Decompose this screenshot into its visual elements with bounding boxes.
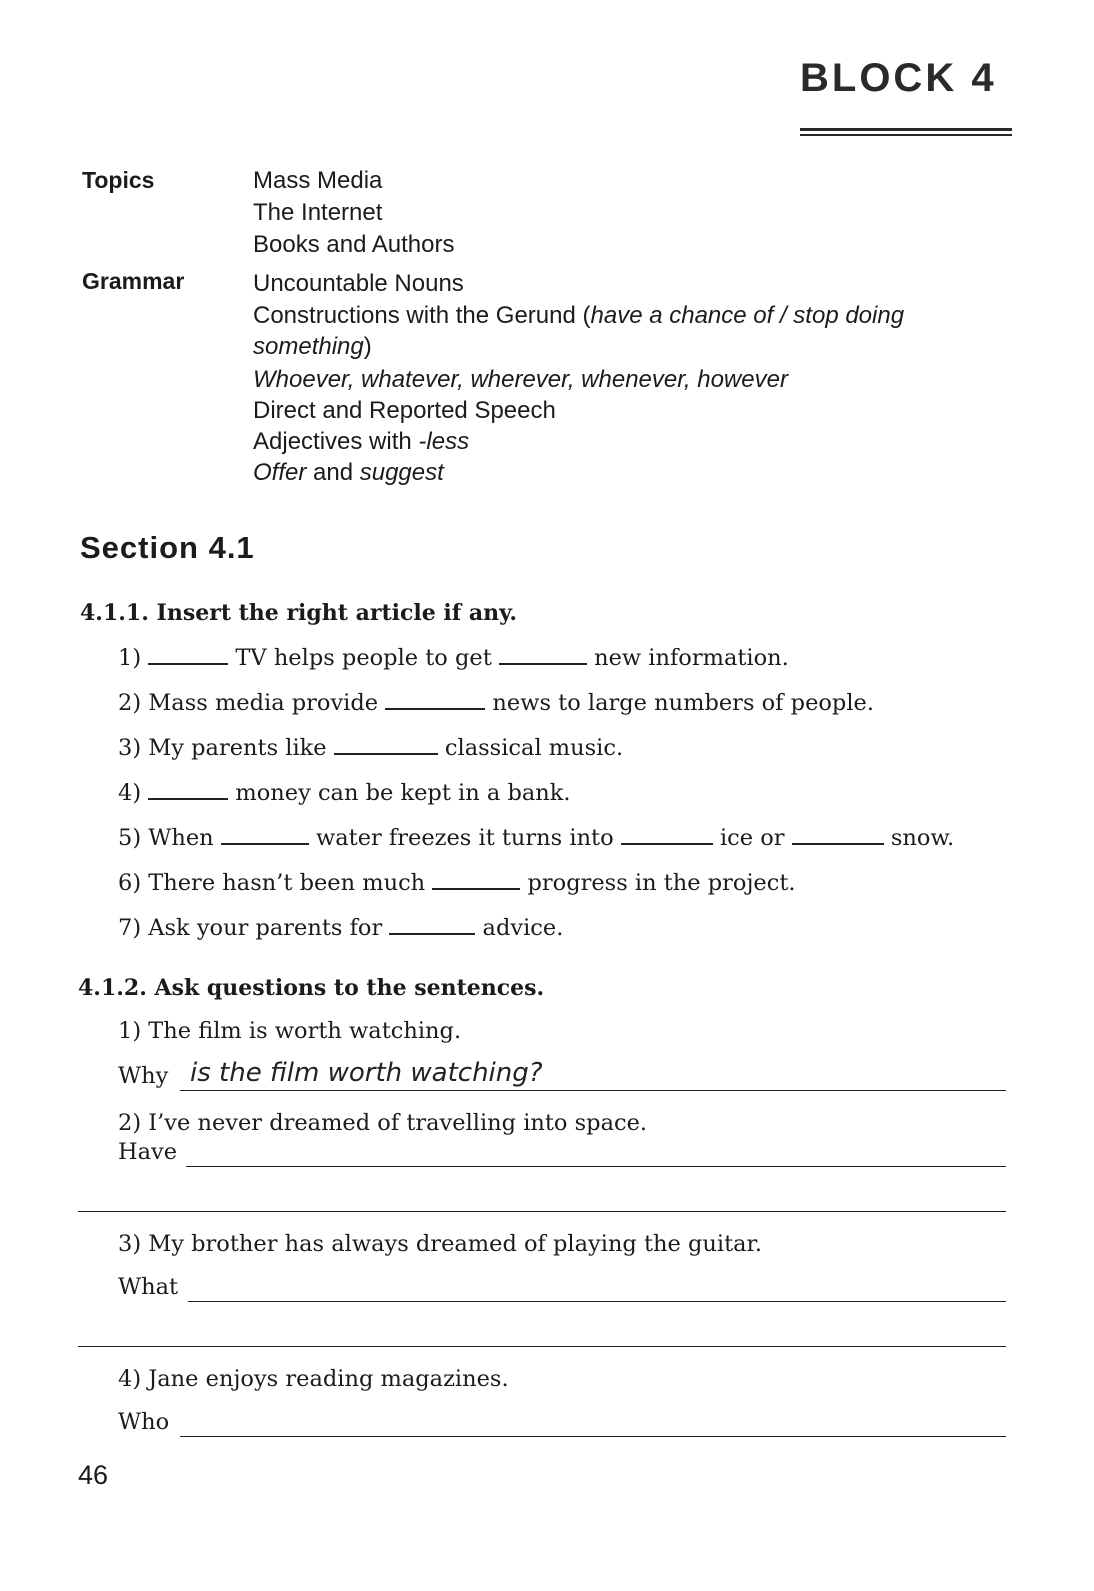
question-prompt: Why	[118, 1063, 169, 1089]
sentence-text: water freezes it turns into	[315, 825, 614, 851]
answer-line[interactable]	[180, 1436, 1006, 1437]
sentence-text: ice or	[719, 825, 785, 851]
grammar-item-italic: -less	[418, 428, 470, 455]
exercise-sentence	[118, 735, 623, 761]
sentence-text: 6) There hasn’t been much	[118, 870, 426, 896]
grammar-label: Grammar	[82, 268, 185, 294]
grammar-item-italic: suggest	[359, 459, 444, 486]
sentence-text: snow.	[890, 825, 955, 851]
sentence-text: progress in the project.	[527, 870, 796, 896]
answer-blank[interactable]	[432, 887, 520, 890]
grammar-item	[253, 459, 444, 487]
grammar-item	[253, 302, 904, 330]
grammar-item	[253, 366, 788, 394]
exercise-heading: 4.1.2. Ask questions to the sentences.	[78, 975, 545, 1001]
answer-blank[interactable]	[621, 842, 713, 845]
section-title: Section 4.1	[80, 530, 255, 565]
answer-blank[interactable]	[792, 842, 884, 845]
topics-label: Topics	[82, 167, 155, 193]
sentence-text: advice.	[482, 915, 564, 941]
grammar-item: Direct and Reported Speech	[253, 397, 556, 424]
sentence-text: 7) Ask your parents for	[118, 915, 383, 941]
sentence-number: 4)	[118, 780, 142, 806]
sentence-text: new information.	[594, 645, 789, 671]
grammar-item-italic: have a chance of / stop doing	[590, 302, 905, 329]
question-sentence: 1) The film is worth watching.	[118, 1018, 462, 1044]
exercise-sentence	[118, 915, 563, 941]
grammar-item	[253, 333, 372, 361]
answer-line[interactable]	[188, 1301, 1006, 1302]
answer-line[interactable]	[186, 1166, 1006, 1167]
block-title: BLOCK 4	[800, 56, 997, 100]
question-prompt: Have	[118, 1139, 178, 1165]
answer-blank[interactable]	[389, 932, 475, 935]
question-sentence: 4) Jane enjoys reading magazines.	[118, 1366, 509, 1392]
exercise-sentence	[118, 825, 954, 851]
handwritten-answer[interactable]: is the film worth watching?	[190, 1058, 543, 1088]
topic-item: The Internet	[253, 199, 383, 226]
sentence-text: 3) My parents like	[118, 735, 327, 761]
answer-line[interactable]	[78, 1346, 1006, 1347]
sentence-text: 2) Mass media provide	[118, 690, 379, 716]
title-rule-thin	[800, 134, 1012, 136]
title-rule-thick	[800, 128, 1012, 131]
answer-line[interactable]	[180, 1090, 1006, 1091]
answer-blank[interactable]	[499, 662, 587, 665]
question-sentence: 2) I’ve never dreamed of travelling into space.	[118, 1110, 648, 1136]
grammar-item-italic: Offer	[253, 459, 307, 486]
answer-blank[interactable]	[148, 662, 228, 665]
sentence-text: 5) When	[118, 825, 214, 851]
question-prompt: Who	[118, 1409, 170, 1435]
topic-item: Books and Authors	[253, 231, 455, 258]
sentence-number: 1)	[118, 645, 142, 671]
exercise-sentence	[118, 690, 874, 716]
sentence-text: classical music.	[444, 735, 624, 761]
answer-blank[interactable]	[385, 707, 485, 710]
grammar-item-text: Adjectives with	[253, 428, 419, 455]
grammar-item-text: Constructions with the Gerund (	[253, 302, 591, 329]
topic-item: Mass Media	[253, 167, 383, 194]
question-prompt: What	[118, 1274, 179, 1300]
exercise-sentence	[118, 870, 796, 896]
page-number: 46	[78, 1460, 109, 1490]
grammar-item	[253, 428, 469, 456]
grammar-item-text: and	[306, 459, 360, 486]
exercise-heading: 4.1.1. Insert the right article if any.	[80, 600, 518, 626]
answer-line[interactable]	[78, 1211, 1006, 1212]
sentence-text: money can be kept in a bank.	[235, 780, 571, 806]
answer-blank[interactable]	[148, 797, 228, 800]
sentence-text: TV helps people to get	[235, 645, 492, 671]
grammar-item-italic: something	[253, 333, 364, 360]
answer-blank[interactable]	[221, 842, 309, 845]
exercise-sentence	[118, 645, 789, 671]
exercise-sentence	[118, 780, 571, 806]
grammar-item: Uncountable Nouns	[253, 270, 464, 297]
sentence-text: news to large numbers of people.	[492, 690, 874, 716]
question-sentence: 3) My brother has always dreamed of playing the guitar.	[118, 1231, 762, 1257]
answer-blank[interactable]	[334, 752, 438, 755]
grammar-item-italic: Whoever, whatever, wherever, whenever, however	[253, 366, 788, 393]
grammar-item-text: )	[363, 333, 372, 360]
